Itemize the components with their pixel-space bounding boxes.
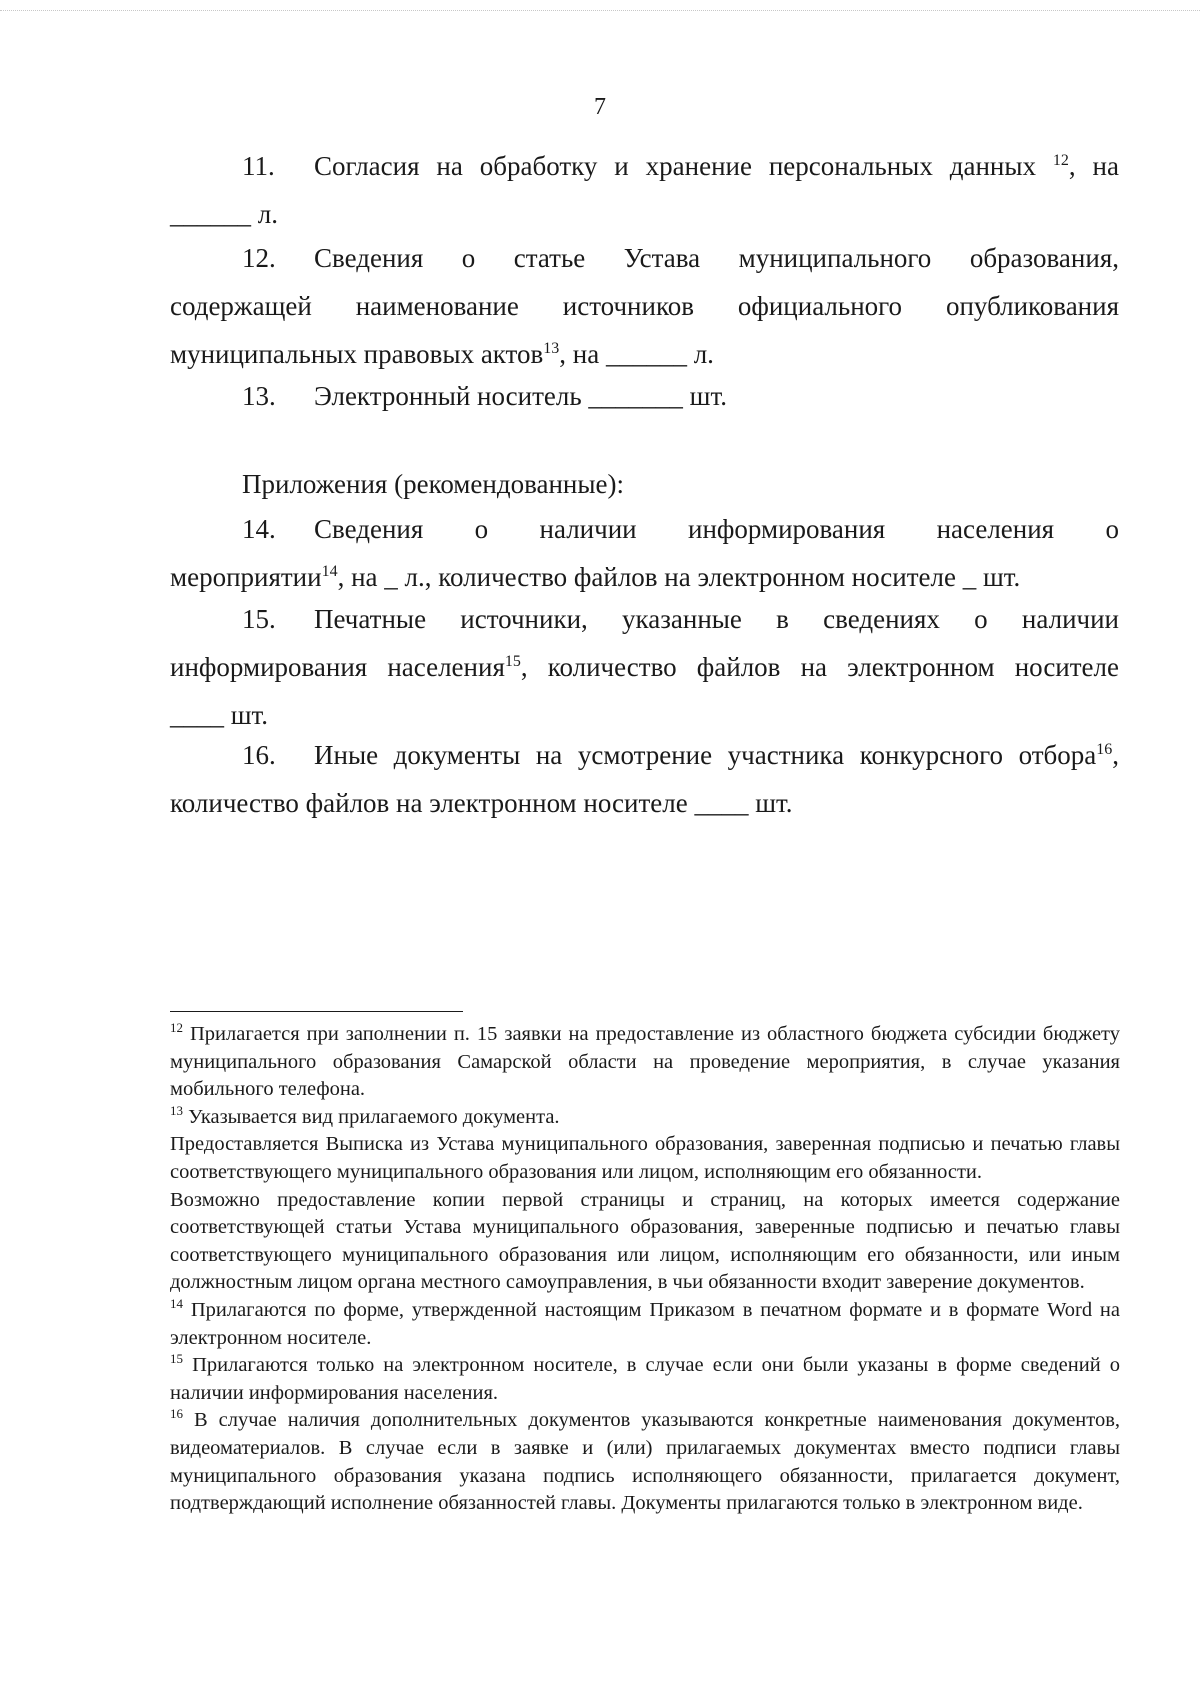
footnote-ref: 13	[543, 340, 560, 357]
item-number: 13.	[242, 381, 276, 411]
scan-edge-line	[0, 10, 1200, 11]
item-11: 11. Согласия на обработку и хранение персональных данных $^{12}$, на ______ л.	[170, 142, 1119, 238]
page-number: 7	[594, 94, 606, 120]
footnote-marker: 12	[170, 1020, 183, 1036]
item-number: 15.	[242, 604, 276, 634]
item-14: 14. Сведения о наличии информирования населения о мероприятии$^{14}$, на _ л., количество файлов на электронном носителе _ шт.	[170, 505, 1119, 601]
item-13	[170, 372, 1119, 420]
footnote-marker: 13	[170, 1102, 183, 1118]
item-number: 14.	[242, 514, 276, 544]
footnote-ref: 14	[321, 563, 338, 580]
footnote-ref: 12	[1052, 152, 1069, 169]
footnote-marker: 16	[170, 1406, 183, 1422]
footnote-marker: 15	[170, 1351, 183, 1367]
footnote-separator	[170, 1011, 463, 1012]
item-text: Сведения о наличии информирования населения о	[314, 514, 1119, 544]
appendix-section	[170, 460, 1119, 508]
item-text: количество файлов на электронном носителе ____ шт.	[170, 788, 793, 818]
item-12: 12. Сведения о статье Устава муниципального образования, содержащей наименование источников официального опубликования муниципальных правовых актов$^{13}$, на ______ л.	[170, 234, 1119, 378]
footnote-12: $^{12}$ Прилагается при заполнении п. 15 заявки на предоставление из областного бюджета субсидии бюджету муниципального образования Самарской области на проведение мероприятия, в случае указания мобильного телефона.	[170, 1020, 1120, 1101]
item-text: содержащей наименование источников официального опубликования	[170, 291, 1119, 321]
footnote-16: $^{16}$ В случае наличия дополнительных документов указываются конкретные наименования документов, видеоматериалов. В случае если в заявке и (или) прилагаемых документах вместо подписи главы муниципального образования указана подпись исполняющего обязанности, прилагается документ, подтверждающий исполнение обязанностей главы. Документы прилагаются только в электронном виде.	[170, 1406, 1121, 1515]
item-number: 11.	[242, 151, 275, 181]
footnote-marker: 14	[170, 1296, 183, 1312]
item-text: Печатные источники, указанные в сведениях о наличии	[314, 604, 1119, 634]
item-text: Сведения о статье Устава муниципального образования,	[314, 243, 1119, 273]
item-text: Согласия на обработку и хранение персональных данных	[314, 151, 1036, 181]
item-15: 15. Печатные источники, указанные в сведениях о наличии информирования населения$^{15}$, количество файлов на электронном носителе ____ шт.	[170, 595, 1119, 739]
item-number: 12.	[242, 243, 276, 273]
footnote-14: $^{14}$ Прилагаются по форме, утвержденной настоящим Приказом в печатном формате и в формате Word на электронном носителе.	[170, 1296, 1120, 1349]
item-text: ______ л.	[170, 199, 278, 229]
footnote-13-para-3: Возможно предоставление копии первой страницы и страниц, на которых имеется содержание соответствующей статьи Устава муниципального образования, заверенные подписью и печатью главы соответствующего муниципального образования или лицом, исполняющим его обязанности, или иным должностным лицом органа местного самоуправления, в чьи обязанности входит заверение документов.	[170, 1188, 1120, 1294]
item-16: 16. Иные документы на усмотрение участника конкурсного отбора$^{16}$, количество файлов на электронном носителе ____ шт.	[170, 731, 1119, 827]
appendix-heading: Приложения (рекомендованные):	[242, 469, 624, 499]
footnote-ref: 15	[504, 653, 521, 670]
footnotes	[170, 1021, 1120, 1518]
footnote-13-para-2: Предоставляется Выписка из Устава муниципального образования, заверенная подписью и печатью главы соответствующего муниципального образования или лицом, исполняющим его обязанности.	[170, 1133, 1120, 1183]
footnote-15: $^{15}$ Прилагаются только на электронном носителе, в случае если они были указаны в форме сведений о наличии информирования населения.	[170, 1351, 1121, 1404]
item-number: 16.	[242, 740, 276, 770]
item-text: Электронный носитель _______ шт.	[314, 381, 727, 411]
footnote-13: $^{13}$ Указывается вид прилагаемого документа.	[170, 1102, 560, 1128]
footnote-ref: 16	[1096, 741, 1113, 758]
